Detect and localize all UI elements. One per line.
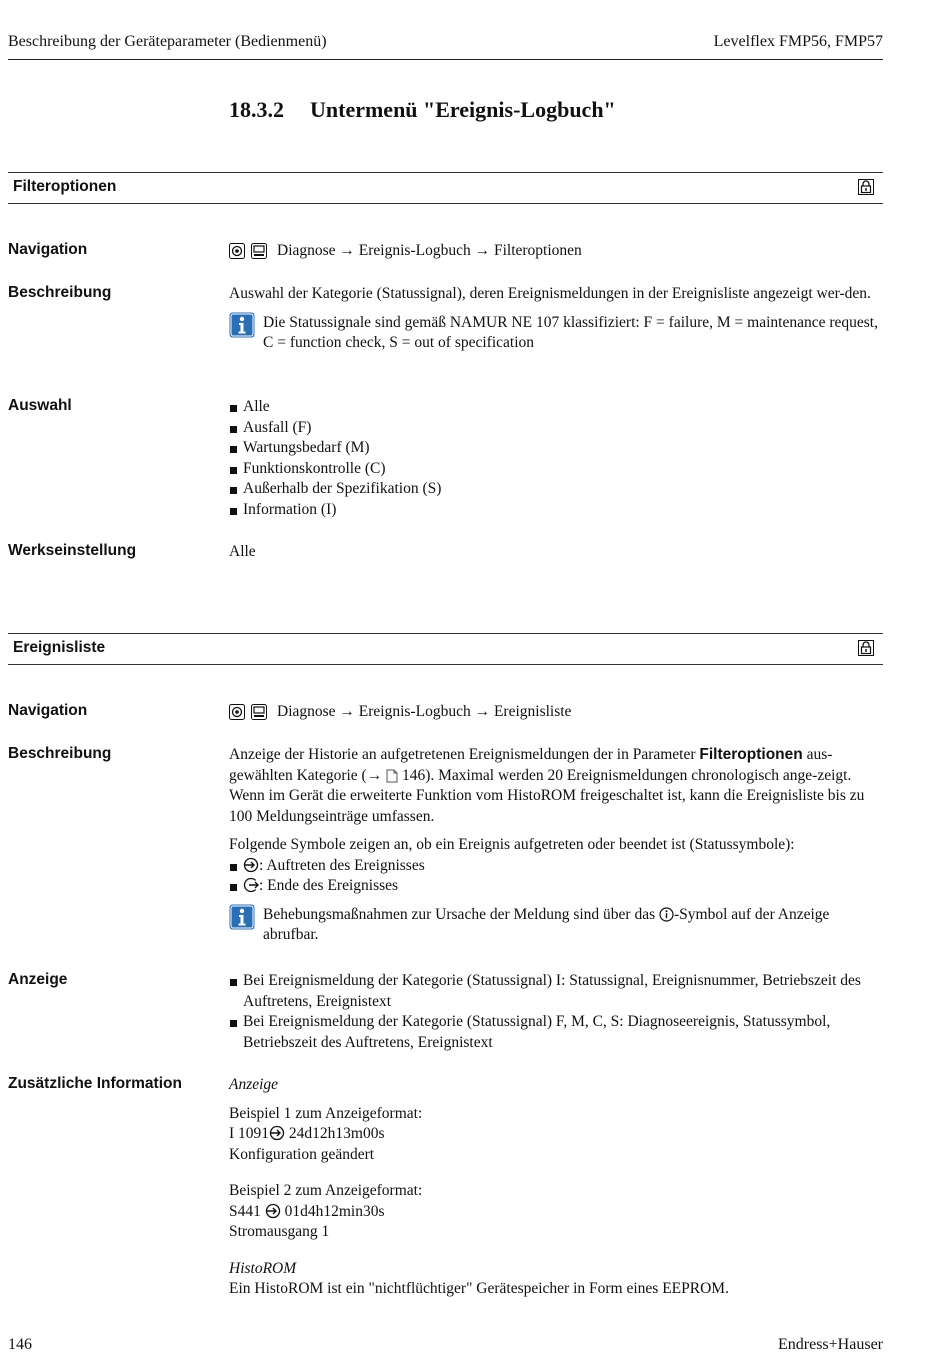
list-item: Bei Ereignismeldung der Kategorie (Statussignal) F, M, C, S: Diagnoseereignis, Statussymbol, Betriebszeit des Auftretens, Ereignistext [229,1012,884,1053]
navigation-path [229,241,884,262]
beschreibung-text-part: ). Maximal werden 20 Ereignismeldungen chronologisch ange-zeigt. Wenn im Gerät die erweiterte Funktion vom HistoROM freigeschaltet ist, kann die Ereignisliste bis zu 100 Meldungseinträge umfassen. [229,766,865,825]
label-beschreibung: Beschreibung [8,284,112,301]
section-heading [229,97,616,123]
info-icon [229,312,255,338]
label-navigation: Navigation [8,702,88,719]
label-anzeige: Anzeige [8,971,68,988]
page-reference-icon [386,769,398,783]
example2-code [229,1202,884,1223]
anzeige-list [229,971,884,1053]
footer-brand: Endress+Hauser [778,1336,883,1353]
parameter-bar-filteroptionen [8,172,883,204]
info-text: Die Statussignale sind gemäß NAMUR NE 107 klassifiziert: F = failure, M = maintenance request, C = function check, S = out of specification [263,313,878,351]
example-code-part: 24d12h13m00s [285,1125,385,1142]
zusatz-heading-anzeige: Anzeige [229,1076,279,1093]
display-icon [251,704,267,720]
event-occurred-icon [243,857,259,873]
symbol-desc: : Ende des Ereignisses [259,877,399,894]
navigation-path-text: Diagnose → Ereignis-Logbuch → Filteroptionen [277,242,582,259]
expert-menu-icon [229,243,245,259]
beschreibung-text-part: aus-gewählten Kategorie (→ [229,746,833,784]
info-icon [229,904,255,930]
example2-title: Beispiel 2 zum Anzeigeformat: [229,1182,423,1199]
info-circle-icon [659,907,674,922]
lock-icon [858,179,874,195]
event-ended-icon [243,877,259,893]
parameter-name: Ereignisliste [13,639,106,656]
example1-title: Beispiel 1 zum Anzeigeformat: [229,1104,423,1122]
list-item [229,876,884,897]
section-title: Untermenü "Ereignis-Logbuch" [310,97,616,122]
list-item: Bei Ereignismeldung der Kategorie (Statussignal) I: Statussignal, Ereignisnummer, Betriebszeit des Auftretens, Ereignistext [229,971,884,1012]
navigation-path-text: Diagnose → Ereignis-Logbuch → Ereignisliste [277,703,572,720]
event-occurred-icon [269,1125,285,1141]
list-item [229,856,884,877]
example2-text: Stromausgang 1 [229,1223,330,1240]
example-code-part: I 1091 [229,1125,270,1142]
event-occurred-icon [265,1203,281,1219]
running-header-title: Beschreibung der Geräteparameter (Bedienmenü) [8,33,327,50]
lock-icon [858,640,874,656]
info-note [229,905,884,946]
example-code-part: S441 [229,1202,265,1220]
auswahl-list [229,397,884,520]
beschreibung-text: Auswahl der Kategorie (Statussignal), deren Ereignismeldungen in der Ereignisliste angezeigt wer-den. [229,285,871,302]
label-navigation: Navigation [8,241,88,258]
example-code-part: 01d4h12min30s [280,1202,385,1220]
list-item: Information (I) [229,500,884,521]
list-item: Wartungsbedarf (M) [229,438,884,459]
info-text-part: -Symbol auf der Anzeige abrufbar. [263,905,830,943]
beschreibung-block [229,745,884,946]
beschreibung-text [229,745,884,827]
navigation-path [229,702,884,723]
parameter-bar-ereignisliste [8,633,883,665]
beschreibung-block [229,284,884,354]
display-icon [251,243,267,259]
header-divider [8,59,883,60]
zusatz-heading-historom: HistoROM [229,1259,297,1277]
info-text [263,905,884,946]
label-werkseinstellung: Werkseinstellung [8,542,137,559]
historom-text: Ein HistoROM ist ein "nichtflüchtiger" Gerätespeicher in Form eines EEPROM. [229,1280,729,1297]
parameter-name: Filteroptionen [13,178,117,195]
section-number: 18.3.2 [229,97,284,122]
symbol-desc: : Auftreten des Ereignisses [259,856,425,874]
list-item: Alle [229,397,884,418]
label-zusatz: Zusätzliche Information [8,1075,182,1092]
running-header-product: Levelflex FMP56, FMP57 [713,33,883,50]
label-auswahl: Auswahl [8,397,72,414]
example1-text: Konfiguration geändert [229,1145,375,1163]
info-text-part: Behebungsmaßnahmen zur Ursache der Meldung sind über das [263,905,659,923]
list-item: Außerhalb der Spezifikation (S) [229,479,884,500]
symbols-intro: Folgende Symbole zeigen an, ob ein Ereignis aufgetreten oder beendet ist (Statussymbole): [229,836,795,853]
list-item: Funktionskontrolle (C) [229,459,884,480]
list-item: Ausfall (F) [229,418,884,439]
beschreibung-text-part: Anzeige der Historie an aufgetretenen Ereignismeldungen der in Parameter [229,746,700,763]
example1-code [229,1124,884,1145]
werkseinstellung-value: Alle [229,543,256,560]
zusatz-block [229,1075,884,1300]
label-beschreibung: Beschreibung [8,745,112,762]
page-number: 146 [8,1336,32,1353]
expert-menu-icon [229,704,245,720]
info-note [229,313,884,354]
parameter-reference[interactable]: Filteroptionen [699,746,803,763]
page-reference-link[interactable]: 146 [401,766,426,784]
